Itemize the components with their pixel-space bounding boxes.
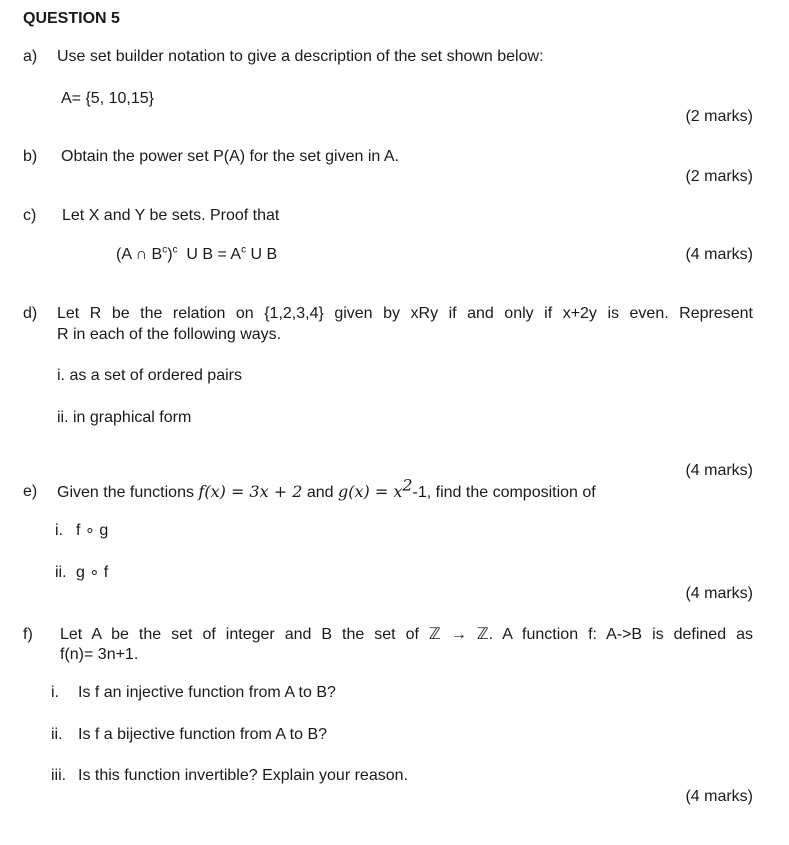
part-e-marks: (4 marks) — [685, 585, 753, 602]
part-e-item2-text: g ∘ f — [76, 564, 109, 581]
part-a-set: A= {5, 10,15} — [61, 90, 154, 107]
part-f-item2-text: Is f a bijective function from A to B? — [78, 726, 328, 743]
part-d-line1: Let R be the relation on {1,2,3,4} given by xRy if and only if x+2y is even. Represent — [57, 305, 753, 322]
part-a-label: a) — [23, 48, 38, 65]
question-title: QUESTION 5 — [23, 10, 120, 27]
part-b-text: Obtain the power set P(A) for the set given in A. — [61, 148, 399, 165]
part-f-item1-num: i. — [51, 684, 59, 701]
part-e-label: e) — [23, 483, 38, 500]
part-f-line2: f(n)= 3n+1. — [60, 646, 139, 663]
part-c-marks: (4 marks) — [685, 246, 753, 263]
part-d-marks: (4 marks) — [685, 462, 753, 479]
part-f-marks: (4 marks) — [685, 788, 753, 805]
part-a-text: Use set builder notation to give a description of the set shown below: — [57, 48, 544, 65]
part-f-line1: Let A be the set of integer and B the set of ℤ → ℤ. A function f: A->B is defined as — [60, 626, 753, 643]
part-e-text: Given the functions f(x) = 3x + 2 and $g(x) = x^2-1$, find the composition of — [57, 475, 596, 501]
part-c-equation: (A ∩ $B^c)^c$ U $B = A^c$ U B — [116, 244, 278, 263]
part-e-item2-num: ii. — [55, 564, 67, 581]
part-a-marks: (2 marks) — [685, 108, 753, 125]
part-d-item2: ii. in graphical form — [57, 409, 192, 426]
part-b-marks: (2 marks) — [685, 168, 753, 185]
part-c-text: Let X and Y be sets. Proof that — [62, 207, 280, 224]
part-f-item3-num: iii. — [51, 767, 67, 784]
part-e-item1-text: f ∘ g — [76, 522, 109, 539]
part-f-item3-text: Is this function invertible? Explain your reason. — [78, 767, 408, 784]
part-e-item1-num: i. — [55, 522, 63, 539]
part-f-item1-text: Is f an injective function from A to B? — [78, 684, 336, 701]
part-f-item2-num: ii. — [51, 726, 63, 743]
part-f-label: f) — [23, 626, 33, 643]
part-d-item1: i. as a set of ordered pairs — [57, 367, 242, 384]
part-d-label: d) — [23, 305, 38, 322]
part-b-label: b) — [23, 148, 38, 165]
part-c-label: c) — [23, 207, 37, 224]
part-d-line2: R in each of the following ways. — [57, 326, 282, 343]
